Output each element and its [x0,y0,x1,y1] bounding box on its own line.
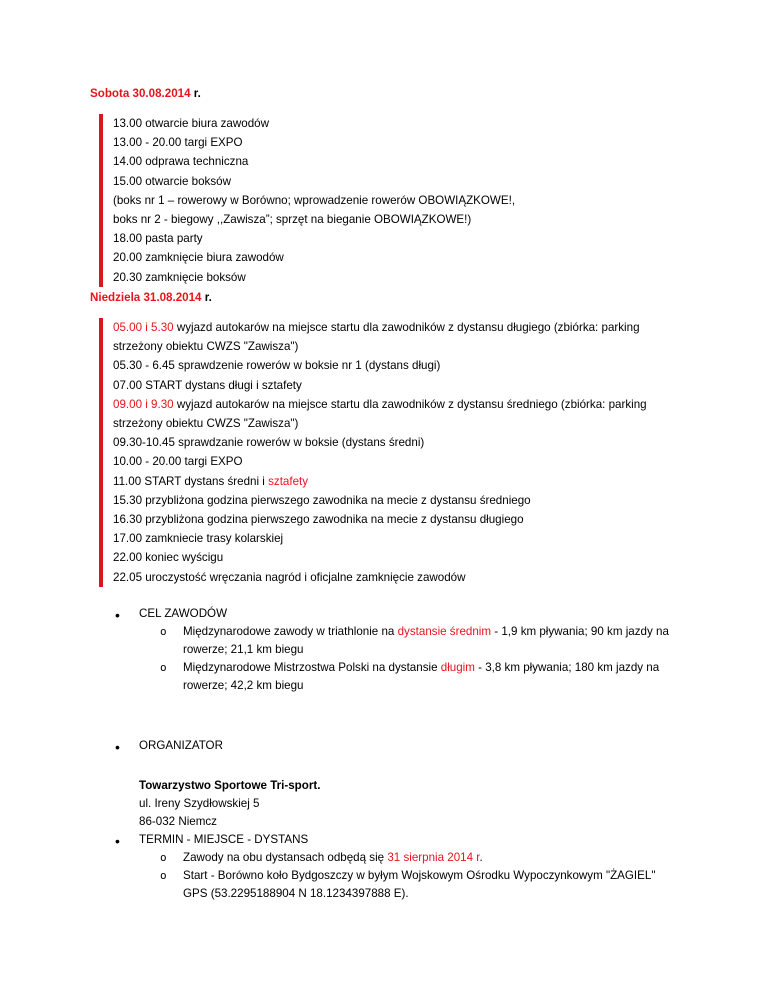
schedule-line [113,472,647,491]
goal-item-highlight: długim [440,661,475,674]
goal-item-text: Międzynarodowe Mistrzostwa Polski na dystansie [183,661,441,674]
schedule-line: 18.00 pasta party [113,232,203,246]
schedule-line: 14.00 odprawa techniczna [113,155,249,169]
bullet-icon: • [115,833,120,849]
term-item-text: . [479,851,483,864]
sunday-date-suffix: r. [201,291,212,304]
saturday-date-suffix: r. [190,87,201,100]
sub-bullet-icon: o [160,661,167,674]
bullet-icon: • [115,607,120,623]
organizer-street: ul. Ireny Szydłowskiej 5 [139,797,260,810]
schedule-time-red: 09.00 i 9.30 [113,397,174,411]
goal-item-middle [183,623,693,659]
schedule-line: 15.30 przybliżona godzina pierwszego zawodnika na mecie z dystansu średniego [113,493,531,507]
schedule-line: boks nr 2 - biegowy ,,Zawisza”; sprzęt na bieganie OBOWIĄZKOWE!) [113,213,472,227]
bullet-icon: • [115,739,120,755]
schedule-line: 22.00 koniec wyścigu [113,551,224,565]
saturday-schedule [99,114,515,287]
schedule-line: (boks nr 1 – rowerowy w Borówno; wprowadzenie rowerów OBOWIĄZKOWE!, [113,193,516,207]
schedule-text: 11.00 START dystans średni i [113,474,269,488]
schedule-line: 16.30 przybliżona godzina pierwszego zawodnika na mecie z dystansu długiego [113,513,524,527]
schedule-line: 13.00 - 20.00 targi EXPO [113,136,243,150]
schedule-line: 22.05 uroczystość wręczania nagród i oficjalne zamknięcie zawodów [113,570,466,584]
sub-bullet-icon: o [160,851,167,864]
goal-item-highlight: dystansie średnim [397,625,492,638]
schedule-line: 07.00 START dystans długi i sztafety [113,378,302,392]
schedule-text: wyjazd autokarów na miejsce startu dla zawodników z dystansu długiego (zbiórka: parking [173,321,640,334]
goal-item-long [183,659,693,695]
goal-title: CEL ZAWODÓW [139,607,228,620]
schedule-line: 09.30-10.45 sprawdzanie rowerów w boksie (dystans średni) [113,436,425,450]
schedule-line: 10.00 - 20.00 targi EXPO [113,455,243,469]
schedule-text-red: sztafety [268,474,309,488]
schedule-line: 20.30 zamknięcie boksów [113,270,246,284]
sunday-date: Niedziela 31.08.2014 [90,291,202,304]
schedule-line: 20.00 zamknięcie biura zawodów [113,251,284,265]
sub-bullet-icon: o [160,625,167,638]
organizer-city: 86-032 Niemcz [139,815,217,828]
term-item-text: Zawody na obu dystansach odbędą się [183,851,388,864]
organizer-title: ORGANIZATOR [139,739,223,752]
schedule-line: 05.30 - 6.45 sprawdzenie rowerów w boksie nr 1 (dystans długi) [113,359,441,373]
schedule-text: wyjazd autokarów na miejsce startu dla zawodników z dystansu średniego (zbiórka: parking [173,397,647,411]
schedule-line: strzeżony obiektu CWZS "Zawisza") [113,417,299,431]
sunday-schedule [99,318,647,587]
schedule-line [113,395,647,414]
saturday-date: Sobota 30.08.2014 [90,87,191,100]
schedule-line: 13.00 otwarcie biura zawodów [113,117,269,130]
goal-item-text: - 1,9 km pływania; 90 km jazdy na rowerze; 21,1 km biegu [183,625,669,656]
sub-bullet-icon: o [160,869,167,882]
schedule-line: 15.00 otwarcie boksów [113,174,231,188]
schedule-line: 17.00 zamkniecie trasy kolarskiej [113,532,284,546]
term-title: TERMIN - MIEJSCE - DYSTANS [139,833,309,846]
schedule-line: strzeżony obiektu CWZS "Zawisza") [113,340,299,354]
saturday-heading [90,87,201,100]
term-item-highlight: 31 sierpnia 2014 r [387,851,480,864]
organizer-name: Towarzystwo Sportowe Tri-sport. [139,779,321,792]
schedule-line [113,318,647,337]
goal-item-text: Międzynarodowe zawody w triathlonie na [183,625,398,638]
term-item-place: Start - Borówno koło Bydgoszczy w byłym Wojskowym Ośrodku Wypoczynkowym "ŻAGIEL" GPS (53.2295188904 N 18.1234397888 E). [183,869,656,900]
sunday-heading [90,291,212,304]
term-item-date [183,849,693,867]
goal-item-text: - 3,8 km pływania; 180 km jazdy na rowerze; 42,2 km biegu [183,661,660,692]
schedule-time-red: 05.00 i 5.30 [113,321,174,334]
